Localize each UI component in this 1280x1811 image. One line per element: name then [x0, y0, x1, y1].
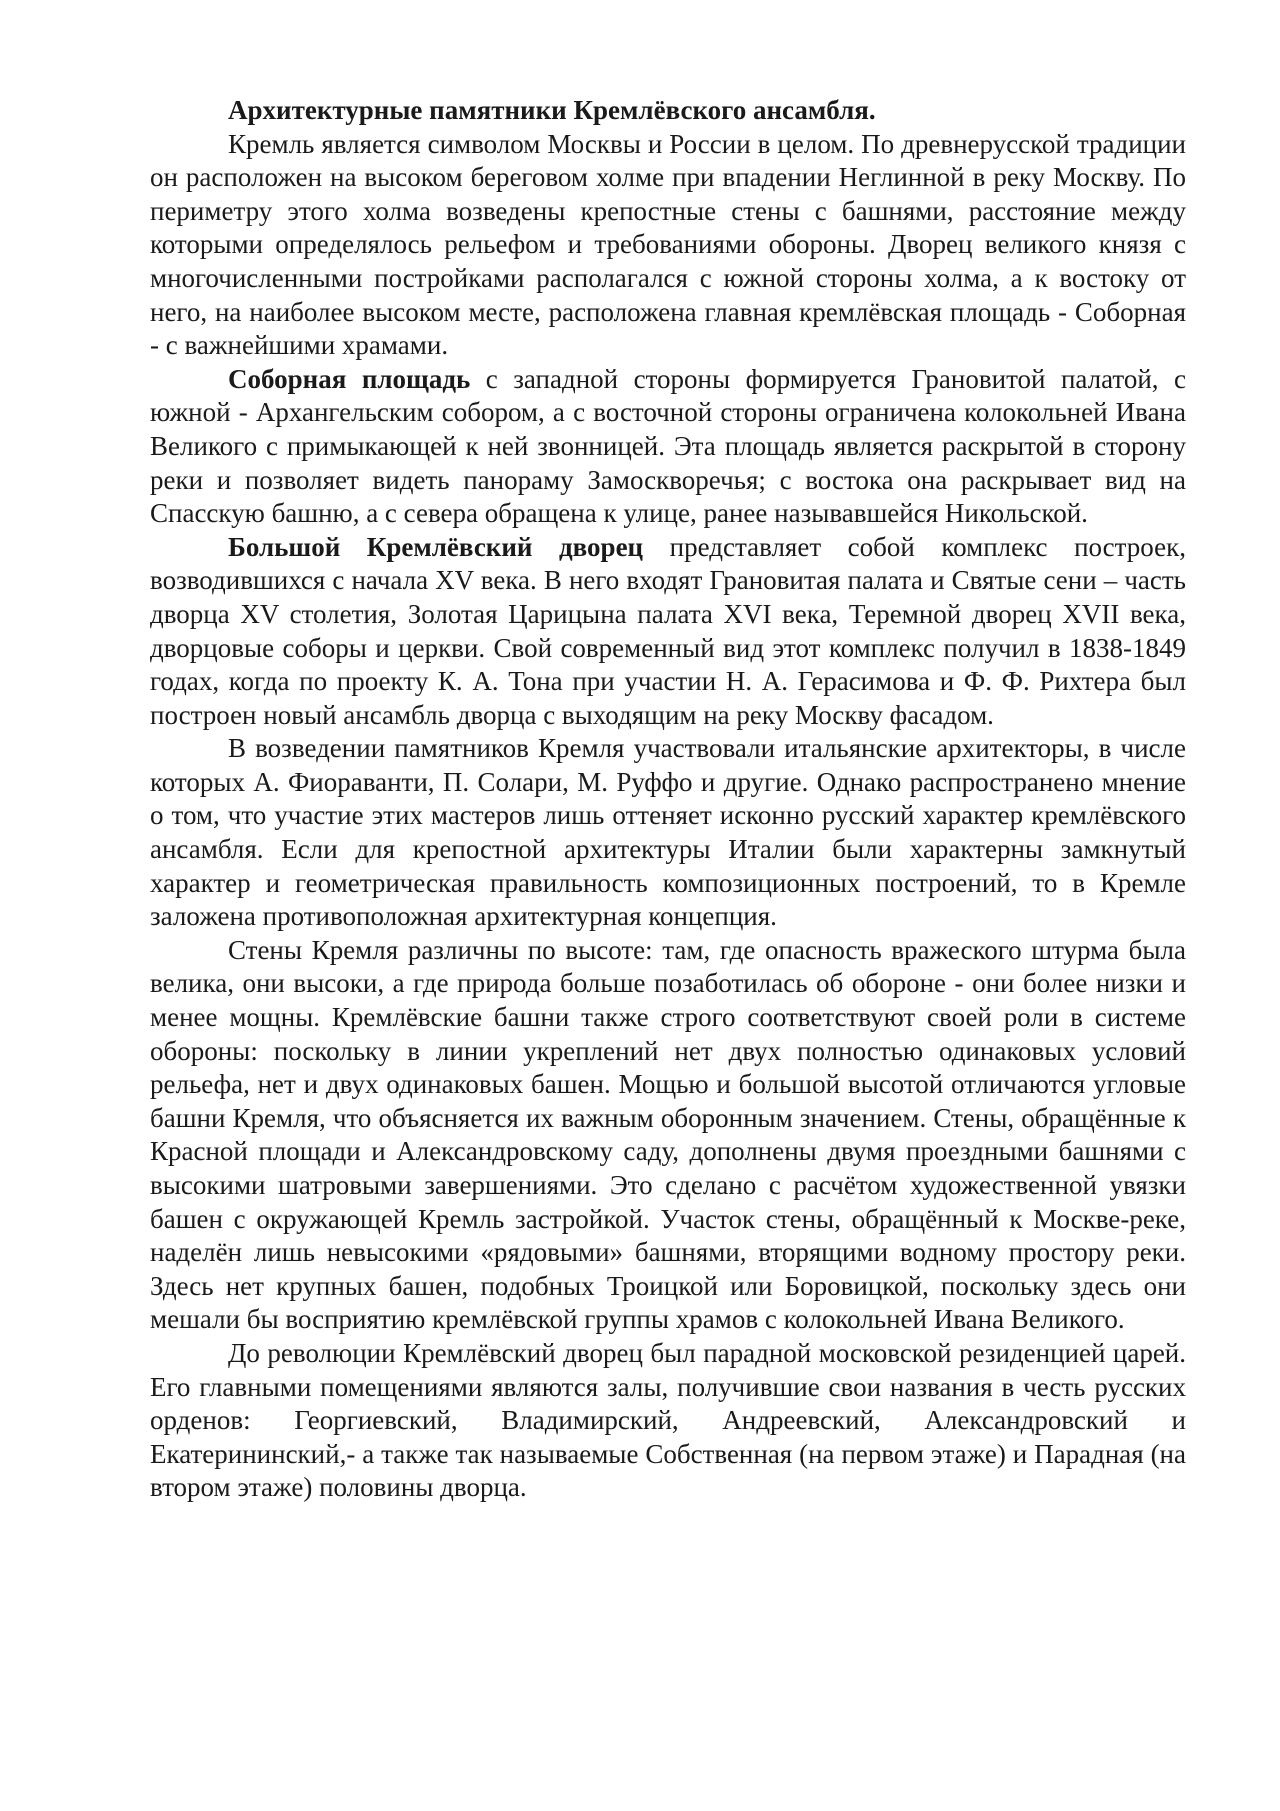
paragraph-text: В возведении памятников Кремля участвовали итальянские архитекторы, в числе которых А. Фиораванти, П. Солари, М. Руффо и другие. Однако распространено мнение о том, что участие этих мастеров лишь оттеняет исконно русский характер кремлёвского ансамбля. Если для крепостной архитектуры Италии были характерны замкнутый характер и геометрическая правильность композиционных построений, то в Кремле заложена противоположная архитектурная концепция. — [150, 733, 1186, 932]
paragraph-grand-palace — [150, 531, 1186, 733]
paragraph-kremlin-symbol — [150, 128, 1186, 363]
document-title: Архитектурные памятники Кремлёвского ансамбля. — [228, 95, 876, 125]
paragraph-italian-architects — [150, 732, 1186, 934]
paragraph-lead-term: Большой Кремлёвский дворец — [228, 531, 644, 562]
paragraph-text: Кремль является символом Москвы и России в целом. По древнерусской традиции он расположен на высоком береговом холме при впадении Неглинной в реку Москву. По периметру этого холма возведены крепостные стены с башнями, расстояние между которыми определялось рельефом и требованиями обороны. Дворец великого князя с многочисленными постройками располагался с южной стороны холма, а к востоку от него, на наиболее высоком месте, расположена главная кремлёвская площадь - Соборная - с важнейшими храмами. — [150, 128, 1186, 361]
paragraph-text: с западной стороны формируется Грановитой палатой, с южной - Архангельским собором, а с восточной стороны ограничена колокольней Ивана Великого с примыкающей к ней звонницей. Эта площадь является раскрытой в сторону реки и позволяет видеть панораму Замоскворечья; с востока она раскрывает вид на Спасскую башню, а с севера обращена к улице, ранее называвшейся Никольской. — [150, 363, 1187, 529]
document-page — [150, 94, 1186, 1505]
paragraph-text: Стены Кремля различны по высоте: там, где опасность вражеского штурма была велика, они высоки, а где природа больше позаботилась об обороне - они более низки и менее мощны. Кремлёвские башни также строго соответствуют своей роли в системе обороны: поскольку в линии укреплений нет двух полностью одинаковых условий рельефа, нет и двух одинаковых башен. Мощью и большой высотой отличаются угловые башни Кремля, что объясняется их важным оборонным значением. Стены, обращённые к Красной площади и Александровскому саду, дополнены двумя проездными башнями с высокими шатровыми завершениями. Это сделано с расчётом художественной увязки башен с окружающей Кремль застройкой. Участок стены, обращённый к Москве-реке, наделён лишь невысокими «рядовыми» башнями, вторящими водному простору реки. Здесь нет крупных башен, подобных Троицкой или Боровицкой, поскольку здесь они мешали бы восприятию кремлёвской группы храмов с колокольней Ивана Великого. — [150, 934, 1186, 1335]
paragraph-lead-term: Соборная площадь — [228, 363, 471, 394]
paragraph-walls-towers — [150, 934, 1186, 1337]
paragraph-text: До революции Кремлёвский дворец был парадной московской резиденцией царей. Его главными помещениями являются залы, получившие свои названия в честь русских орденов: Георгиевский, Владимирский, Андреевский, Александровский и Екатерининский,- а также так называемые Собственная (на первом этаже) и Парадная (на втором этаже) половины дворца. — [150, 1337, 1186, 1503]
paragraph-sobornaya-square — [150, 363, 1186, 531]
paragraph-palace-halls — [150, 1337, 1186, 1505]
paragraph-text: представляет собой комплекс построек, возводившихся с начала XV века. В него входят Грановитая палата и Святые сени – часть дворца XV столетия, Золотая Царицына палата XVI века, Теремной дворец XVII века, дворцовые соборы и церкви. Свой современный вид этот комплекс получил в 1838-1849 годах, когда по проекту К. А. Тона при участии Н. А. Герасимова и Ф. Ф. Рихтера был построен новый ансамбль дворца с выходящим на реку Москву фасадом. — [150, 531, 1186, 730]
